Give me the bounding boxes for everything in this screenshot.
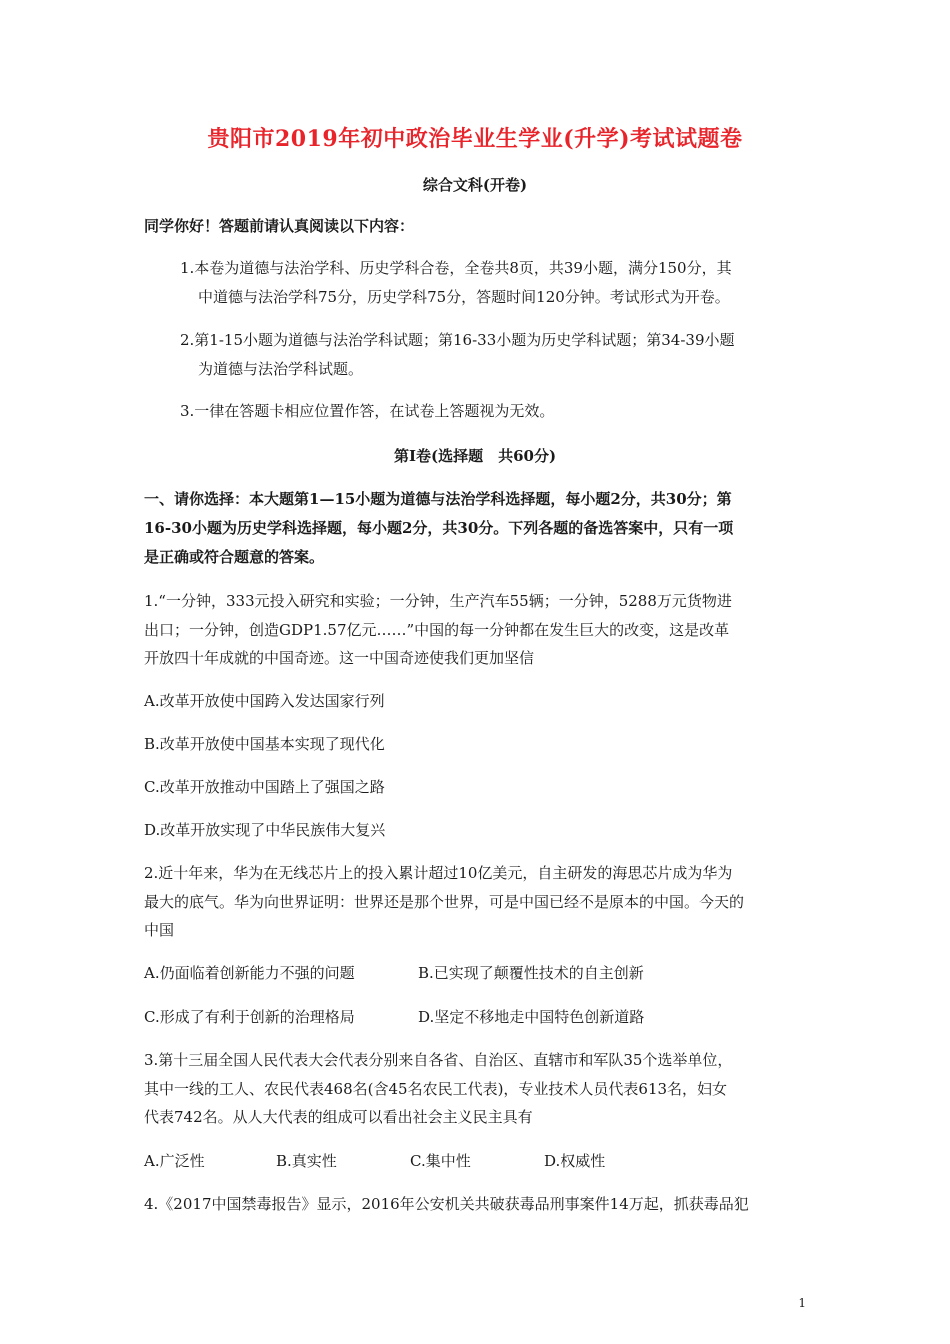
q3-option-a[interactable]: A.广泛性 xyxy=(144,1152,205,1170)
q1-stem-line-1: 1.“一分钟，333元投入研究和实验；一分钟，生产汽车55辆；一分钟，5288万元货物进 xyxy=(144,592,732,610)
exam-title: 贵阳市2019年初中政治毕业生学业(升学)考试试题卷 xyxy=(207,126,743,152)
section-heading: 第Ⅰ卷(选择题 共60分) xyxy=(393,447,557,465)
q2-stem-line-1: 2.近十年来，华为在无线芯片上的投入累计超过10亿美元，自主研发的海思芯片成为华为 xyxy=(144,864,733,882)
greeting: 同学你好！答题前请认真阅读以下内容： xyxy=(144,217,415,235)
instruction-1-line-1: 1.本卷为道德与法治学科、历史学科合卷，全卷共8页，共39小题，满分150分，其 xyxy=(180,259,732,277)
q3-option-b[interactable]: B.真实性 xyxy=(276,1152,337,1170)
q2-stem-line-2: 最大的底气。华为向世界证明：世界还是那个世界，可是中国已经不是原本的中国。今天的 xyxy=(144,893,745,911)
q1-option-c[interactable]: C.改革开放推动中国踏上了强国之路 xyxy=(144,778,385,796)
q1-option-a[interactable]: A.改革开放使中国跨入发达国家行列 xyxy=(144,692,385,710)
instruction-2-line-1: 2.第1-15小题为道德与法治学科试题；第16-33小题为历史学科试题；第34-39小题 xyxy=(180,331,735,349)
q3-option-d[interactable]: D.权威性 xyxy=(544,1152,606,1170)
instruction-1-line-2: 中道德与法治学科75分，历史学科75分，答题时间120分钟。考试形式为开卷。 xyxy=(198,288,730,306)
part-one-line-2: 16-30小题为历史学科选择题，每小题2分，共30分。下列各题的备选答案中，只有一项 xyxy=(144,519,734,537)
q2-option-c[interactable]: C.形成了有利于创新的治理格局 xyxy=(144,1008,355,1026)
q3-stem-line-2: 其中一线的工人、农民代表468名(含45名农民工代表)，专业技术人员代表613名，妇女 xyxy=(144,1080,728,1098)
q2-option-a[interactable]: A.仍面临着创新能力不强的问题 xyxy=(144,964,355,982)
q2-option-b[interactable]: B.已实现了颠覆性技术的自主创新 xyxy=(418,964,644,982)
instruction-2-line-2: 为道德与法治学科试题。 xyxy=(198,360,364,378)
exam-subtitle: 综合文科(开卷) xyxy=(422,176,528,194)
part-one-line-1: 一、请你选择：本大题第1—15小题为道德与法治学科选择题，每小题2分，共30分；第 xyxy=(144,490,732,508)
q2-stem-line-3: 中国 xyxy=(144,921,175,939)
q1-option-d[interactable]: D.改革开放实现了中华民族伟大复兴 xyxy=(144,821,386,839)
instruction-3: 3.一律在答题卡相应位置作答，在试卷上答题视为无效。 xyxy=(180,402,555,420)
q3-stem-line-1: 3.第十三届全国人民代表大会代表分别来自各省、自治区、直辖市和军队35个选举单位， xyxy=(144,1051,733,1069)
q3-option-c[interactable]: C.集中性 xyxy=(410,1152,471,1170)
q4-stem-line-1: 4.《2017中国禁毒报告》显示，2016年公安机关共破获毒品刑事案件14万起，抓获毒品犯 xyxy=(144,1195,749,1213)
page-number: 1 xyxy=(798,1296,806,1310)
q1-stem-line-3: 开放四十年成就的中国奇迹。这一中国奇迹使我们更加坚信 xyxy=(144,649,535,667)
q1-option-b[interactable]: B.改革开放使中国基本实现了现代化 xyxy=(144,735,385,753)
part-one-line-3: 是正确或符合题意的答案。 xyxy=(144,548,325,566)
q3-stem-line-3: 代表742名。从人大代表的组成可以看出社会主义民主具有 xyxy=(144,1108,533,1126)
q1-stem-line-2: 出口；一分钟，创造GDP1.57亿元……”中国的每一分钟都在发生巨大的改变，这是改革 xyxy=(144,621,730,639)
q2-option-d[interactable]: D.坚定不移地走中国特色创新道路 xyxy=(418,1008,645,1026)
